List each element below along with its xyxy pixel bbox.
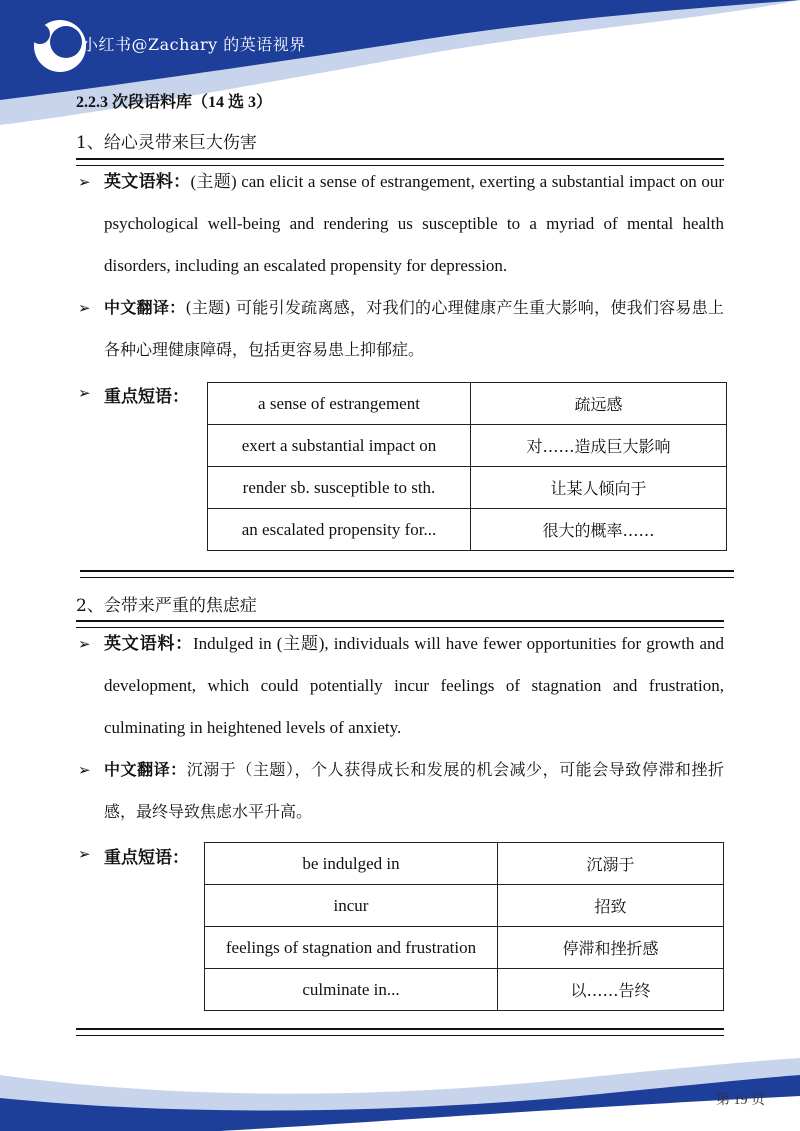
table-row: [208, 509, 727, 551]
divider: [76, 1028, 724, 1036]
header-title: 小红书@Zachary 的英语视界: [82, 35, 306, 54]
table-row: [208, 425, 727, 467]
item-title-1: 1、给心灵带来巨大伤害: [76, 133, 257, 153]
table-row: [208, 383, 727, 425]
phrase-en: incur: [205, 885, 498, 927]
chinese-translation-1: [104, 287, 724, 371]
phrase-en: an escalated propensity for...: [208, 509, 471, 551]
chinese-text: (主题) 可能引发疏离感，对我们的心理健康产生重大影响，使我们容易患上各种心理健康障碍，包括更容易患上抑郁症。: [104, 298, 724, 359]
english-text: Indulged in (主题), individuals will have fewer opportunities for growth and development, which could potentially incur feelings of stagnation and frustration, culminating in heightened levels of anxiety.: [104, 634, 725, 737]
phrase-zh: 停滞和挫折感: [498, 927, 724, 969]
english-corpus-2: [104, 623, 724, 749]
phrase-zh: 招致: [498, 885, 724, 927]
phrases-table-1: [207, 382, 727, 551]
page-number: 第 19 页: [716, 1093, 765, 1108]
phrase-en: exert a substantial impact on: [208, 425, 471, 467]
arrow-bullet-icon: ➢: [78, 637, 91, 653]
arrow-bullet-icon: ➢: [78, 847, 91, 863]
phrase-en: culminate in...: [205, 969, 498, 1011]
table-row: [205, 969, 724, 1011]
chinese-label: 中文翻译：: [104, 298, 186, 317]
phrase-en: a sense of estrangement: [208, 383, 471, 425]
phrases-table-2: [204, 842, 724, 1011]
phrase-zh: 对……造成巨大影响: [471, 425, 727, 467]
phrase-en: render sb. susceptible to sth.: [208, 467, 471, 509]
section-title: 2.2.3 次段语料库（14 选 3）: [76, 94, 273, 111]
arrow-bullet-icon: ➢: [78, 763, 91, 779]
phrase-zh: 很大的概率……: [471, 509, 727, 551]
english-text: (主题) can elicit a sense of estrangement, exerting a substantial impact on our psychological well-being and rendering us susceptible to a myriad of mental health disorders, including an escalated propensity for depression.: [104, 172, 724, 275]
item-title-2: 2、会带来严重的焦虑症: [76, 596, 257, 616]
english-corpus-1: [104, 161, 724, 287]
english-label: 英文语料：: [104, 634, 193, 654]
chinese-translation-2: [104, 749, 724, 833]
table-row: [205, 885, 724, 927]
phrases-label: 重点短语：: [104, 848, 189, 868]
phrase-zh: 疏远感: [471, 383, 727, 425]
table-row: [205, 927, 724, 969]
phrase-en: feelings of stagnation and frustration: [205, 927, 498, 969]
chinese-label: 中文翻译：: [104, 760, 187, 779]
divider: [80, 570, 734, 578]
arrow-bullet-icon: ➢: [78, 175, 91, 191]
arrow-bullet-icon: ➢: [78, 386, 91, 402]
english-label: 英文语料：: [104, 172, 191, 192]
table-row: [208, 467, 727, 509]
phrase-zh: 以……告终: [498, 969, 724, 1011]
table-row: [205, 843, 724, 885]
phrase-en: be indulged in: [205, 843, 498, 885]
phrase-zh: 让某人倾向于: [471, 467, 727, 509]
arrow-bullet-icon: ➢: [78, 301, 91, 317]
phrase-zh: 沉溺于: [498, 843, 724, 885]
chinese-text: 沉溺于（主题），个人获得成长和发展的机会减少，可能会导致停滞和挫折感，最终导致焦虑水平升高。: [104, 760, 724, 821]
phrases-label: 重点短语：: [104, 387, 189, 407]
